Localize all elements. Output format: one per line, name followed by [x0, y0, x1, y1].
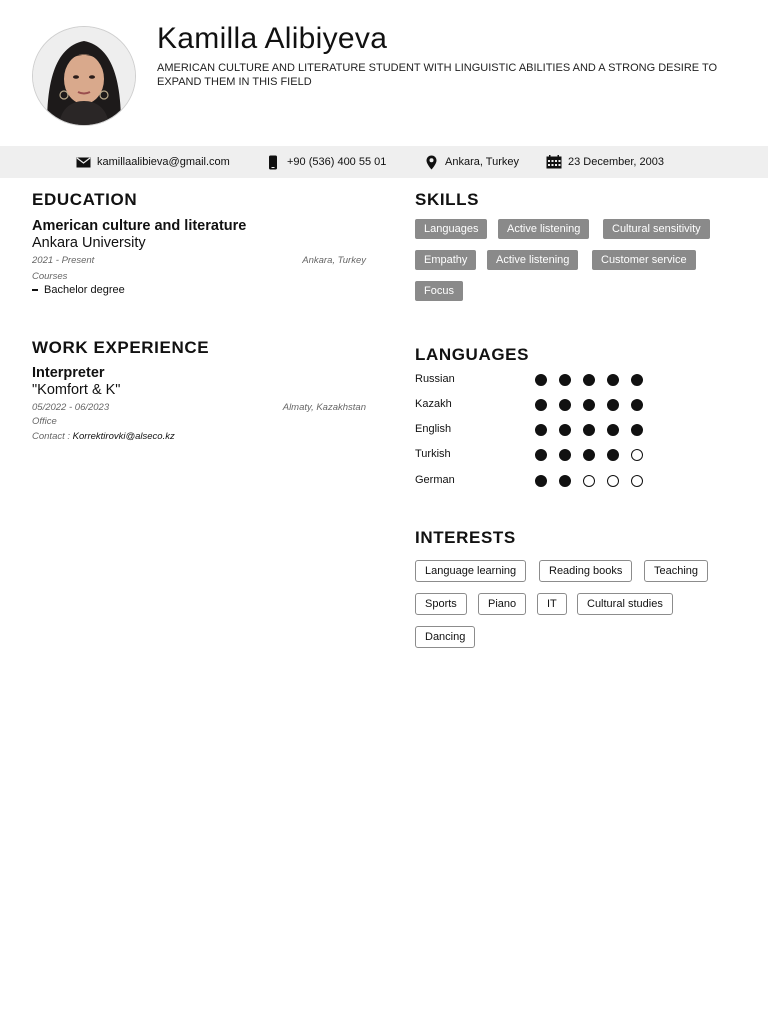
person-name: Kamilla Alibiyeva: [157, 22, 388, 55]
education-dates: 2021 - Present: [32, 255, 95, 266]
interest-tag: Language learning: [415, 560, 526, 582]
course-item: [32, 284, 125, 296]
skill-tag: Focus: [415, 281, 463, 301]
education-school: Ankara University: [32, 235, 146, 251]
interest-tag: Cultural studies: [577, 593, 673, 615]
profile-photo: [32, 26, 136, 126]
skill-tag: Cultural sensitivity: [603, 219, 710, 239]
level-dot-filled: [607, 399, 619, 411]
level-dot-filled: [535, 399, 547, 411]
envelope-icon: [75, 154, 91, 170]
email-text: kamillaalibieva@gmail.com: [97, 156, 230, 168]
contact-bar: [0, 146, 768, 178]
phone-text: +90 (536) 400 55 01: [287, 156, 387, 168]
job-contact-label: Contact :: [32, 431, 71, 442]
contact-location: [423, 154, 519, 170]
language-row: [415, 474, 655, 490]
resume-header: [0, 0, 768, 146]
job-position: Interpreter: [32, 365, 105, 381]
language-row: [415, 373, 655, 389]
level-dot-filled: [559, 475, 571, 487]
skills-heading: SKILLS: [415, 190, 480, 209]
contact-birthdate: [546, 154, 664, 170]
language-name: German: [415, 474, 455, 486]
location-pin-icon: [423, 154, 439, 170]
level-dot-empty: [631, 449, 643, 461]
level-dot-filled: [583, 399, 595, 411]
interest-tag: Teaching: [644, 560, 708, 582]
level-dot-filled: [559, 374, 571, 386]
skill-tag: Active listening: [498, 219, 589, 239]
languages-heading: LANGUAGES: [415, 345, 530, 364]
language-name: Kazakh: [415, 398, 452, 410]
language-name: Turkish: [415, 448, 451, 460]
language-row: [415, 423, 655, 439]
phone-icon: [265, 154, 281, 170]
language-name: Russian: [415, 373, 455, 385]
job-dates: 05/2022 - 06/2023: [32, 402, 110, 413]
interest-tag: Dancing: [415, 626, 475, 648]
contact-phone[interactable]: [265, 154, 386, 170]
location-text: Ankara, Turkey: [445, 156, 519, 168]
interest-tag: IT: [537, 593, 567, 615]
job-type: Office: [32, 416, 57, 427]
level-dot-filled: [559, 449, 571, 461]
level-dot-filled: [631, 374, 643, 386]
bullet-dash: [32, 289, 38, 291]
skill-tag: Customer service: [592, 250, 696, 270]
level-dot-filled: [583, 449, 595, 461]
education-heading: EDUCATION: [32, 190, 138, 209]
course-text: Bachelor degree: [44, 284, 125, 296]
level-dot-filled: [607, 424, 619, 436]
level-dot-filled: [607, 374, 619, 386]
birthdate-text: 23 December, 2003: [568, 156, 665, 168]
skill-tag: Empathy: [415, 250, 476, 270]
contact-email[interactable]: [75, 154, 230, 170]
level-dot-filled: [559, 424, 571, 436]
level-dot-empty: [607, 475, 619, 487]
courses-label: Courses: [32, 271, 68, 282]
skill-tag: Active listening: [487, 250, 578, 270]
work-experience-heading: WORK EXPERIENCE: [32, 338, 210, 357]
interest-tag: Reading books: [539, 560, 632, 582]
level-dot-filled: [583, 374, 595, 386]
level-dot-empty: [583, 475, 595, 487]
level-dot-filled: [607, 449, 619, 461]
level-dot-filled: [535, 475, 547, 487]
level-dot-filled: [631, 424, 643, 436]
level-dot-filled: [583, 424, 595, 436]
job-contact-email[interactable]: Korrektirovki@alseco.kz: [72, 431, 175, 442]
level-dot-filled: [535, 374, 547, 386]
interest-tag: Piano: [478, 593, 526, 615]
job-company: "Komfort & K": [32, 382, 121, 398]
level-dot-filled: [559, 399, 571, 411]
interest-tag: Sports: [415, 593, 467, 615]
language-name: English: [415, 423, 452, 435]
level-dot-empty: [631, 475, 643, 487]
level-dot-filled: [631, 399, 643, 411]
job-contact: [32, 431, 175, 442]
education-location: Ankara, Turkey: [302, 255, 366, 266]
education-degree: American culture and literature: [32, 218, 247, 234]
language-row: [415, 448, 655, 464]
calendar-icon: [546, 154, 562, 170]
skill-tag: Languages: [415, 219, 487, 239]
profile-tagline: AMERICAN CULTURE AND LITERATURE STUDENT WITH LINGUISTIC ABILITIES AND A STRONG DESIRE TO EXPAND THEM IN THIS FIELD: [157, 62, 718, 88]
job-location: Almaty, Kazakhstan: [282, 402, 366, 413]
interests-heading: INTERESTS: [415, 528, 516, 547]
language-row: [415, 398, 655, 414]
level-dot-filled: [535, 449, 547, 461]
level-dot-filled: [535, 424, 547, 436]
